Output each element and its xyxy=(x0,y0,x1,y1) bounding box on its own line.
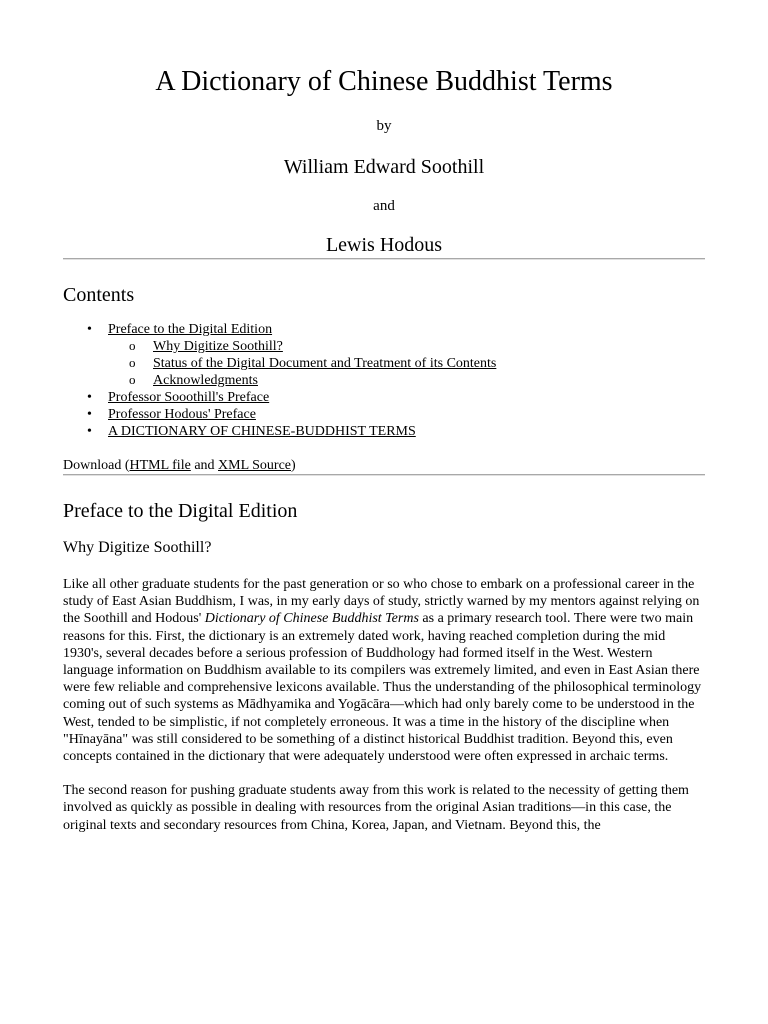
toc-subitem-status xyxy=(63,355,705,372)
author-name-2: Lewis Hodous xyxy=(325,234,443,256)
bullet-icon: • xyxy=(87,424,92,439)
download-prefix: Download ( xyxy=(63,458,130,473)
contents-list xyxy=(63,308,705,440)
download-suffix: ) xyxy=(291,458,296,473)
toc-link-soothill-preface[interactable]: Professor Sooothill's Preface xyxy=(108,390,270,405)
circle-bullet-icon: o xyxy=(129,372,136,387)
bullet-icon: • xyxy=(87,390,92,405)
toc-item-hodous-preface xyxy=(63,406,705,423)
contents-sublist xyxy=(108,338,705,389)
xml-source-link[interactable]: XML Source xyxy=(218,458,291,473)
paragraph-1 xyxy=(63,558,705,765)
author-name-1: William Edward Soothill xyxy=(283,156,485,178)
toc-item-dictionary xyxy=(63,423,705,440)
download-line xyxy=(63,440,705,474)
toc-link-status[interactable]: Status of the Digital Document and Treatment of its Contents xyxy=(153,356,497,371)
toc-link-acknowledgments[interactable]: Acknowledgments xyxy=(153,373,258,388)
toc-item-preface-digital-edition xyxy=(63,321,705,389)
book-title-italic: Dictionary of Chinese Buddhist Terms xyxy=(204,611,419,627)
paragraph-2: The second reason for pushing graduate students away from this work is related to the necessity of getting them involved as quickly as possible in dealing with resources from the original Asian traditions—in this case, the original texts and secondary resources from China, Korea, Japan, and Vietnam. Beyond this, the xyxy=(63,783,689,833)
paragraph-1-text-b: as a primary research tool. There were two main reasons for this. First, the dictionary is an extremely dated work, having reached completion during the mid 1930's, several decades before a serious profession of Buddhology had formed itself in the West. Western language information on Buddhism available to its compilers was extremely limited, and even in East Asian there were few reliable and comprehensive lexicons available. Thus the understanding of the philosophical terminology coming out of such systems as Mādhyamika and Yogācāra—which had only barely come to be understood in the West, tended to be simplistic, if not completely erroneous. It was a time in the history of the discipline when "Hīnayāna" was still considered to be something of a distinct historical Buddhist tradition. Beyond this, even concepts contained in the dictionary that were adequately understood were often expressed in archaic terms. xyxy=(63,611,702,765)
bullet-icon: • xyxy=(87,322,92,337)
html-file-link[interactable]: HTML file xyxy=(129,458,191,473)
toc-subitem-why-digitize xyxy=(63,338,705,355)
page-title: A Dictionary of Chinese Buddhist Terms xyxy=(155,66,613,97)
by-line: by xyxy=(376,118,392,134)
circle-bullet-icon: o xyxy=(129,355,136,370)
toc-link-dictionary[interactable]: A DICTIONARY OF CHINESE-BUDDHIST TERMS xyxy=(108,424,416,439)
contents-heading: Contents xyxy=(63,284,135,306)
bullet-icon: • xyxy=(87,407,92,422)
paragraph-1-text-a: Like all other graduate students for the past generation or so who chose to embark on a professional career in the study of East Asian Buddhism, I was, in my early days of study, strictly warned by my mentors against relying on the Soothill and Hodous' xyxy=(63,577,700,627)
toc-link-preface-digital-edition[interactable]: Preface to the Digital Edition xyxy=(108,322,273,337)
toc-item-soothill-preface xyxy=(63,389,705,406)
circle-bullet-icon: o xyxy=(129,338,136,353)
toc-subitem-acknowledgments xyxy=(63,372,705,389)
and-line: and xyxy=(373,198,395,214)
download-middle: and xyxy=(190,458,219,473)
section-heading: Preface to the Digital Edition xyxy=(63,500,298,522)
toc-link-why-digitize[interactable]: Why Digitize Soothill? xyxy=(153,339,283,354)
toc-link-hodous-preface[interactable]: Professor Hodous' Preface xyxy=(108,407,256,422)
subsection-heading: Why Digitize Soothill? xyxy=(63,539,212,556)
